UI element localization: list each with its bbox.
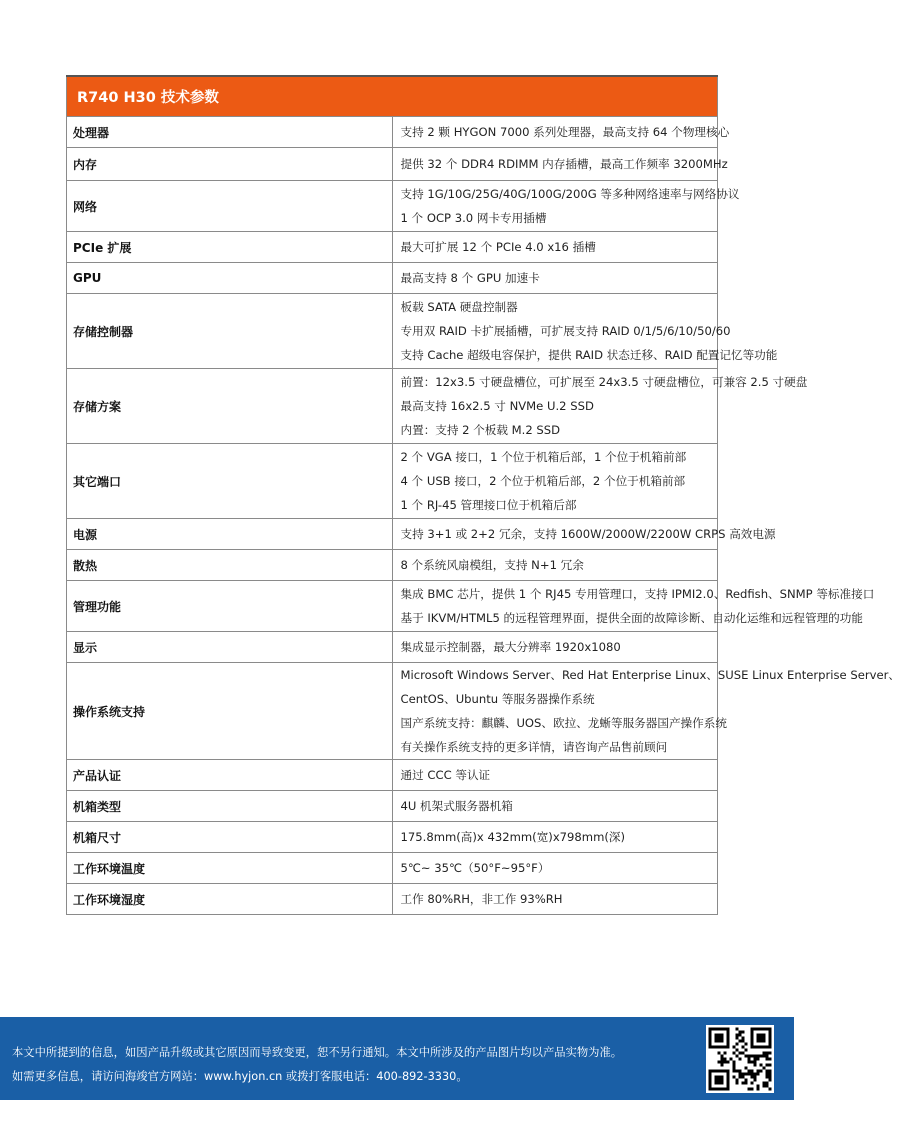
spec-label: 显示 (67, 632, 393, 663)
spec-label: 电源 (67, 519, 393, 550)
spec-value (392, 550, 718, 581)
spec-value-line: 国产系统支持：麒麟、UOS、欧拉、龙蜥等服务器国产操作系统 (400, 716, 727, 730)
spec-row (67, 632, 718, 663)
spec-label: 机箱类型 (67, 791, 393, 822)
spec-row (67, 369, 718, 444)
spec-label: 存储控制器 (67, 294, 393, 369)
spec-label: 处理器 (67, 117, 393, 148)
spec-value-line: 175.8mm(高)x 432mm(宽)x798mm(深) (400, 830, 626, 844)
spec-row (67, 550, 718, 581)
spec-value-line: 最大可扩展 12 个 PCIe 4.0 x16 插槽 (400, 240, 596, 254)
spec-row (67, 117, 718, 148)
spec-value (392, 232, 718, 263)
spec-label: 存储方案 (67, 369, 393, 444)
spec-value (392, 519, 776, 550)
spec-value-line: 支持 Cache 超级电容保护，提供 RAID 状态迁移、RAID 配置记忆等功能 (400, 348, 778, 362)
spec-value (392, 760, 718, 791)
spec-row (67, 263, 718, 294)
spec-value-line: 8 个系统风扇模组，支持 N+1 冗余 (400, 558, 584, 572)
spec-label: 产品认证 (67, 760, 393, 791)
spec-value-line: 工作 80%RH，非工作 93%RH (400, 892, 563, 906)
spec-value (392, 444, 718, 519)
title-row (67, 76, 718, 117)
spec-value-line: 支持 1G/10G/25G/40G/100G/200G 等多种网络速率与网络协议 (400, 187, 740, 201)
spec-row (67, 791, 718, 822)
spec-label: 工作环境湿度 (67, 884, 393, 915)
spec-value (392, 148, 728, 181)
spec-value-line: 4 个 USB 接口，2 个位于机箱后部，2 个位于机箱前部 (400, 474, 686, 488)
spec-value-line: 基于 IKVM/HTML5 的远程管理界面，提供全面的故障诊断、自动化运维和远程管理的功能 (400, 611, 863, 625)
spec-value-line: 板载 SATA 硬盘控制器 (400, 300, 518, 314)
spec-value-line: 通过 CCC 等认证 (400, 768, 491, 782)
spec-row (67, 444, 718, 519)
spec-value (392, 369, 808, 444)
spec-value (392, 884, 718, 915)
spec-value (392, 632, 718, 663)
spec-label: PCIe 扩展 (67, 232, 393, 263)
spec-row (67, 663, 718, 760)
spec-row (67, 822, 718, 853)
spec-row (67, 519, 718, 550)
spec-value-line: 集成显示控制器，最大分辨率 1920x1080 (400, 640, 621, 654)
spec-label: GPU (67, 263, 393, 294)
spec-row (67, 581, 718, 632)
spec-value-line: 2 个 VGA 接口，1 个位于机箱后部，1 个位于机箱前部 (400, 450, 687, 464)
footer-banner (0, 1017, 794, 1100)
spec-value-line: 4U 机架式服务器机箱 (400, 799, 513, 813)
spec-value-line: Microsoft Windows Server、Red Hat Enterprise Linux、SUSE Linux Enterprise Server、 (400, 668, 900, 682)
spec-label: 散热 (67, 550, 393, 581)
qr-code-icon (706, 1025, 774, 1093)
spec-value-line: 最高支持 8 个 GPU 加速卡 (400, 271, 540, 285)
spec-value-line: 1 个 RJ-45 管理接口位于机箱后部 (400, 498, 577, 512)
table-title: R740 H30 技术参数 (67, 76, 718, 117)
spec-row (67, 148, 718, 181)
spec-value-line: 有关操作系统支持的更多详情，请咨询产品售前顾问 (400, 740, 668, 754)
spec-row (67, 853, 718, 884)
spec-value-line: 集成 BMC 芯片，提供 1 个 RJ45 专用管理口，支持 IPMI2.0、Redfish、SNMP 等标准接口 (400, 587, 875, 601)
qr-code (706, 1025, 774, 1093)
spec-label: 其它端口 (67, 444, 393, 519)
spec-row (67, 884, 718, 915)
spec-value-line: 1 个 OCP 3.0 网卡专用插槽 (400, 211, 547, 225)
spec-value (392, 791, 718, 822)
spec-value (392, 822, 718, 853)
spec-value-line: 5℃~ 35℃（50°F~95°F） (400, 861, 550, 875)
spec-label: 机箱尺寸 (67, 822, 393, 853)
spec-value-line: 支持 2 颗 HYGON 7000 系列处理器，最高支持 64 个物理核心 (400, 125, 730, 139)
spec-row (67, 232, 718, 263)
spec-row (67, 294, 718, 369)
footer-contact: 如需更多信息，请访问海竣官方网站：www.hyjon.cn 或拨打客服电话：400-892-3330。 (12, 1070, 468, 1083)
spec-value (392, 581, 875, 632)
spec-label: 网络 (67, 181, 393, 232)
spec-value-line: 支持 3+1 或 2+2 冗余，支持 1600W/2000W/2200W CRPS 高效电源 (400, 527, 776, 541)
spec-value-line: 提供 32 个 DDR4 RDIMM 内存插槽，最高工作频率 3200MHz (400, 157, 728, 171)
spec-value (392, 181, 740, 232)
spec-row (67, 760, 718, 791)
spec-value-line: 前置：12x3.5 寸硬盘槽位，可扩展至 24x3.5 寸硬盘槽位，可兼容 2.5 寸硬盘 (400, 375, 808, 389)
spec-row (67, 181, 718, 232)
spec-label: 内存 (67, 148, 393, 181)
spec-label: 管理功能 (67, 581, 393, 632)
spec-value-line: CentOS、Ubuntu 等服务器操作系统 (400, 692, 595, 706)
spec-label: 操作系统支持 (67, 663, 393, 760)
spec-value (392, 663, 900, 760)
spec-table (66, 75, 900, 915)
spec-value (392, 294, 778, 369)
spec-value-line: 专用双 RAID 卡扩展插槽，可扩展支持 RAID 0/1/5/6/10/50/60 (400, 324, 731, 338)
spec-value (392, 263, 718, 294)
spec-value (392, 117, 730, 148)
spec-label: 工作环境温度 (67, 853, 393, 884)
spec-value-line: 最高支持 16x2.5 寸 NVMe U.2 SSD (400, 399, 594, 413)
spec-value (392, 853, 718, 884)
spec-value-line: 内置：支持 2 个板载 M.2 SSD (400, 423, 561, 437)
footer-disclaimer: 本文中所提到的信息，如因产品升级或其它原因而导致变更，恕不另行通知。本文中所涉及的产品图片均以产品实物为准。 (12, 1046, 623, 1059)
